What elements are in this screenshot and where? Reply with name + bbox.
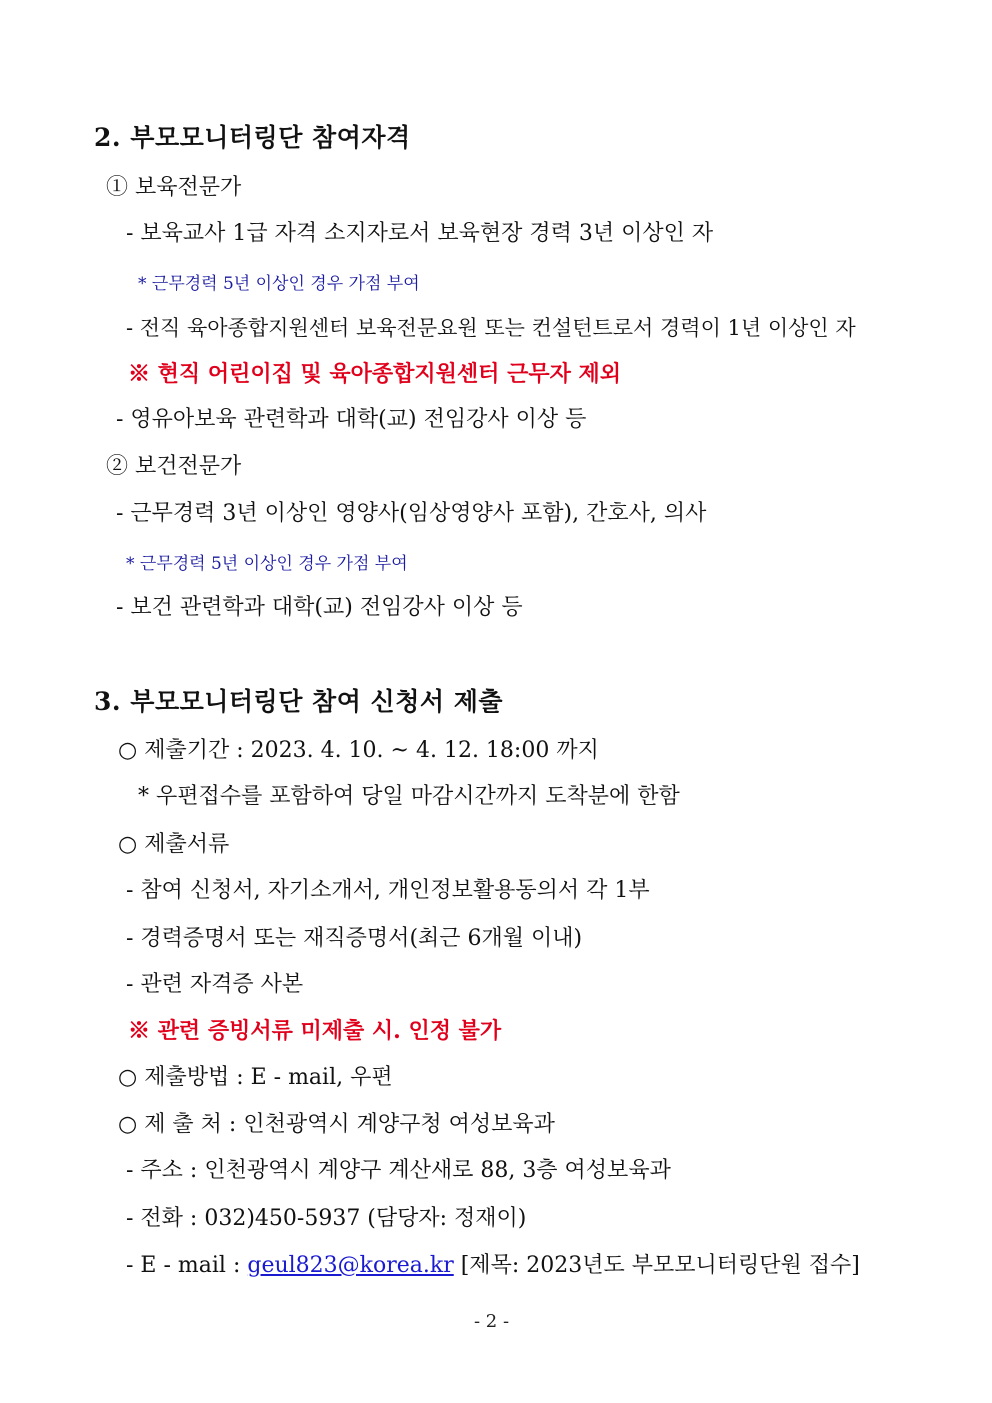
email-suffix: [제목: 2023년도 부모모니터링단원 접수] — [453, 1253, 860, 1278]
address: - 주소 : 인천광역시 계양구 계산새로 88, 3층 여성보육과 — [126, 1158, 671, 1183]
doc-item-1: - 참여 신청서, 자기소개서, 개인정보활용동의서 각 1부 — [126, 878, 650, 903]
section3-heading: 3. 부모모니터링단 참여 신청서 제출 — [94, 687, 504, 716]
exclusion-warning: ※ 현직 어린이집 및 육아종합지원센터 근무자 제외 — [128, 361, 621, 387]
phone: - 전화 : 032)450-5937 (담당자: 정재이) — [126, 1206, 527, 1231]
bonus-note-1: * 근무경력 5년 이상인 경우 가점 부여 — [138, 274, 420, 294]
submission-place: ○ 제 출 처 : 인천광역시 계양구청 여성보육과 — [118, 1112, 555, 1137]
health-req-1: - 근무경력 3년 이상인 영양사(임상영양사 포함), 간호사, 의사 — [116, 501, 707, 526]
doc-item-2: - 경력증명서 또는 재직증명서(최근 6개월 이내) — [126, 926, 583, 951]
childcare-req-2: - 전직 육아종합지원센터 보육전문요원 또는 컨설턴트로서 경력이 1년 이상인 자 — [126, 316, 856, 340]
health-req-2: - 보건 관련학과 대학(교) 전임강사 이상 등 — [116, 595, 523, 620]
period-note: * 우편접수를 포함하여 당일 마감시간까지 도착분에 한함 — [138, 784, 680, 809]
section2-heading: 2. 부모모니터링단 참여자격 — [94, 123, 411, 152]
submission-period: ○ 제출기간 : 2023. 4. 10. ~ 4. 12. 18:00 까지 — [118, 738, 599, 763]
email-line — [126, 1252, 860, 1280]
bonus-note-2: * 근무경력 5년 이상인 경우 가점 부여 — [126, 554, 408, 574]
submission-method: ○ 제출방법 : E - mail, 우편 — [118, 1065, 393, 1090]
childcare-req-3: - 영유아보육 관련학과 대학(교) 전임강사 이상 등 — [116, 407, 587, 432]
email-prefix: - E - mail : — [126, 1253, 248, 1278]
doc-item-3: - 관련 자격증 사본 — [126, 972, 304, 997]
item-health-expert: ② 보건전문가 — [106, 454, 242, 479]
docs-warning: ※ 관련 증빙서류 미제출 시. 인정 불가 — [128, 1018, 502, 1044]
item-childcare-expert: ① 보육전문가 — [106, 175, 242, 200]
childcare-req-1: - 보육교사 1급 자격 소지자로서 보육현장 경력 3년 이상인 자 — [126, 221, 714, 246]
submission-docs: ○ 제출서류 — [118, 832, 230, 857]
page-number: - 2 - — [474, 1311, 510, 1332]
email-link[interactable]: geul823@korea.kr — [247, 1253, 454, 1278]
